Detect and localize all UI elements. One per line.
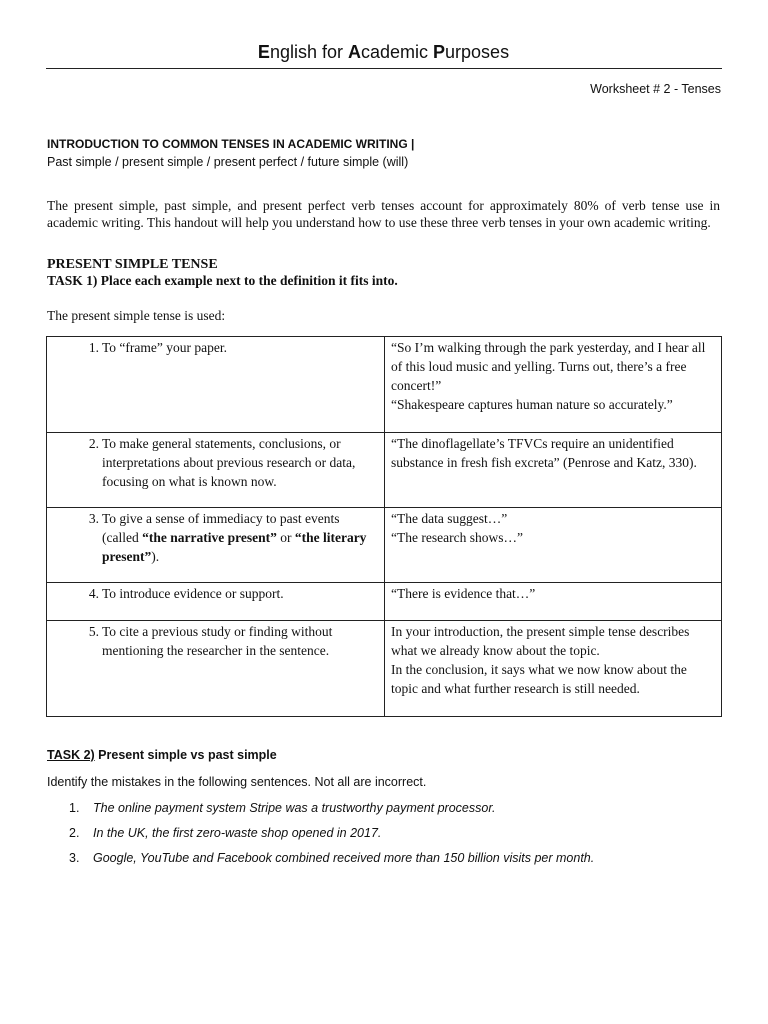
example-line: In your introduction, the present simple tense describes what we already know about the topic. xyxy=(391,624,690,658)
definition-text: To introduce evidence or support. xyxy=(102,586,284,601)
definition-cell xyxy=(47,433,385,508)
narrative-present-term: “the narrative present” xyxy=(142,530,277,545)
list-item xyxy=(47,851,594,876)
table-row xyxy=(47,508,722,583)
definition-part: To give a sense of immediacy to past events (called xyxy=(102,511,340,545)
row-number: 5. xyxy=(88,624,99,639)
title-initial-e: E xyxy=(257,42,270,62)
title-part: urposes xyxy=(445,42,510,62)
example-line: “The research shows…” xyxy=(391,530,523,545)
definition-part: ). xyxy=(151,549,160,564)
definition-cell xyxy=(47,508,385,583)
intro-heading: INTRODUCTION TO COMMON TENSES IN ACADEMIC WRITING | xyxy=(47,137,415,151)
title-initial-a: A xyxy=(347,42,361,62)
table-row xyxy=(47,337,722,433)
sentence-text: In the UK, the first zero-waste shop opened in 2017. xyxy=(93,826,382,840)
intro-subheading: Past simple / present simple / present perfect / future simple (will) xyxy=(47,155,409,169)
example-line: “There is evidence that…” xyxy=(391,586,536,601)
title-part: nglish for xyxy=(269,42,348,62)
row-number: 1. xyxy=(88,340,99,355)
definition-cell xyxy=(47,337,385,433)
task2-title: Present simple vs past simple xyxy=(94,748,277,762)
example-line: “The data suggest…” xyxy=(391,511,508,526)
row-number: 4. xyxy=(88,586,99,601)
example-line: “So I’m walking through the park yesterday, and I hear all of this loud music and yelling. Turns out, there’s a free concert!” xyxy=(391,340,706,393)
task1-instruction: TASK 1) Place each example next to the definition it fits into. xyxy=(47,273,398,288)
definition-text: To cite a previous study or finding without mentioning the researcher in the sentence. xyxy=(102,624,333,658)
section-heading: PRESENT SIMPLE TENSE xyxy=(47,257,218,272)
table-row xyxy=(47,583,722,621)
example-line: In the conclusion, it says what we now know about the topic and what further research is still needed. xyxy=(391,662,687,696)
title-part: cademic xyxy=(360,42,434,62)
literary-present-term: “the literary present” xyxy=(102,530,367,564)
sentence-list xyxy=(47,801,594,876)
task2-instruction: Identify the mistakes in the following sentences. Not all are incorrect. xyxy=(47,775,427,789)
example-cell xyxy=(385,583,722,621)
used-intro: The present simple tense is used: xyxy=(47,308,226,323)
document-title xyxy=(46,42,721,63)
list-item xyxy=(47,801,594,826)
definition-text xyxy=(100,509,367,566)
sentence-number: 2. xyxy=(69,826,80,840)
sentence-number: 1. xyxy=(69,801,80,815)
intro-paragraph: The present simple, past simple, and present perfect verb tenses account for approximately 80% of verb tense use in academic writing. This handout will help you understand how to use these three verb tenses in your own academic writing. xyxy=(47,198,720,230)
sentence-text: Google, YouTube and Facebook combined received more than 150 billion visits per month. xyxy=(93,851,595,865)
title-initial-p: P xyxy=(433,42,446,62)
title-divider xyxy=(46,68,722,69)
row-number: 2. xyxy=(88,436,99,451)
definition-text: To make general statements, conclusions, or interpretations about previous research or data, focusing on what is known now. xyxy=(102,436,356,489)
definition-cell xyxy=(47,621,385,717)
table-row xyxy=(47,621,722,717)
row-number: 3. xyxy=(88,511,99,526)
sentence-number: 3. xyxy=(69,851,80,865)
worksheet-label: Worksheet # 2 - Tenses xyxy=(590,82,721,96)
example-line: “The dinoflagellate’s TFVCs require an unidentified substance in fresh fish excreta” (Penrose and Katz, 330). xyxy=(391,436,697,470)
definition-text: To “frame” your paper. xyxy=(102,340,227,355)
example-cell xyxy=(385,508,722,583)
example-line: “Shakespeare captures human nature so accurately.” xyxy=(391,397,673,412)
task2-label: TASK 2) xyxy=(47,748,95,762)
table-row xyxy=(47,433,722,508)
definition-part: or xyxy=(276,530,295,545)
sentence-text: The online payment system Stripe was a trustworthy payment processor. xyxy=(93,801,496,815)
present-simple-uses-table xyxy=(46,336,722,717)
example-cell xyxy=(385,337,722,433)
task2-heading xyxy=(47,748,277,762)
list-item xyxy=(47,826,594,851)
example-cell xyxy=(385,621,722,717)
definition-cell xyxy=(47,583,385,621)
example-cell xyxy=(385,433,722,508)
